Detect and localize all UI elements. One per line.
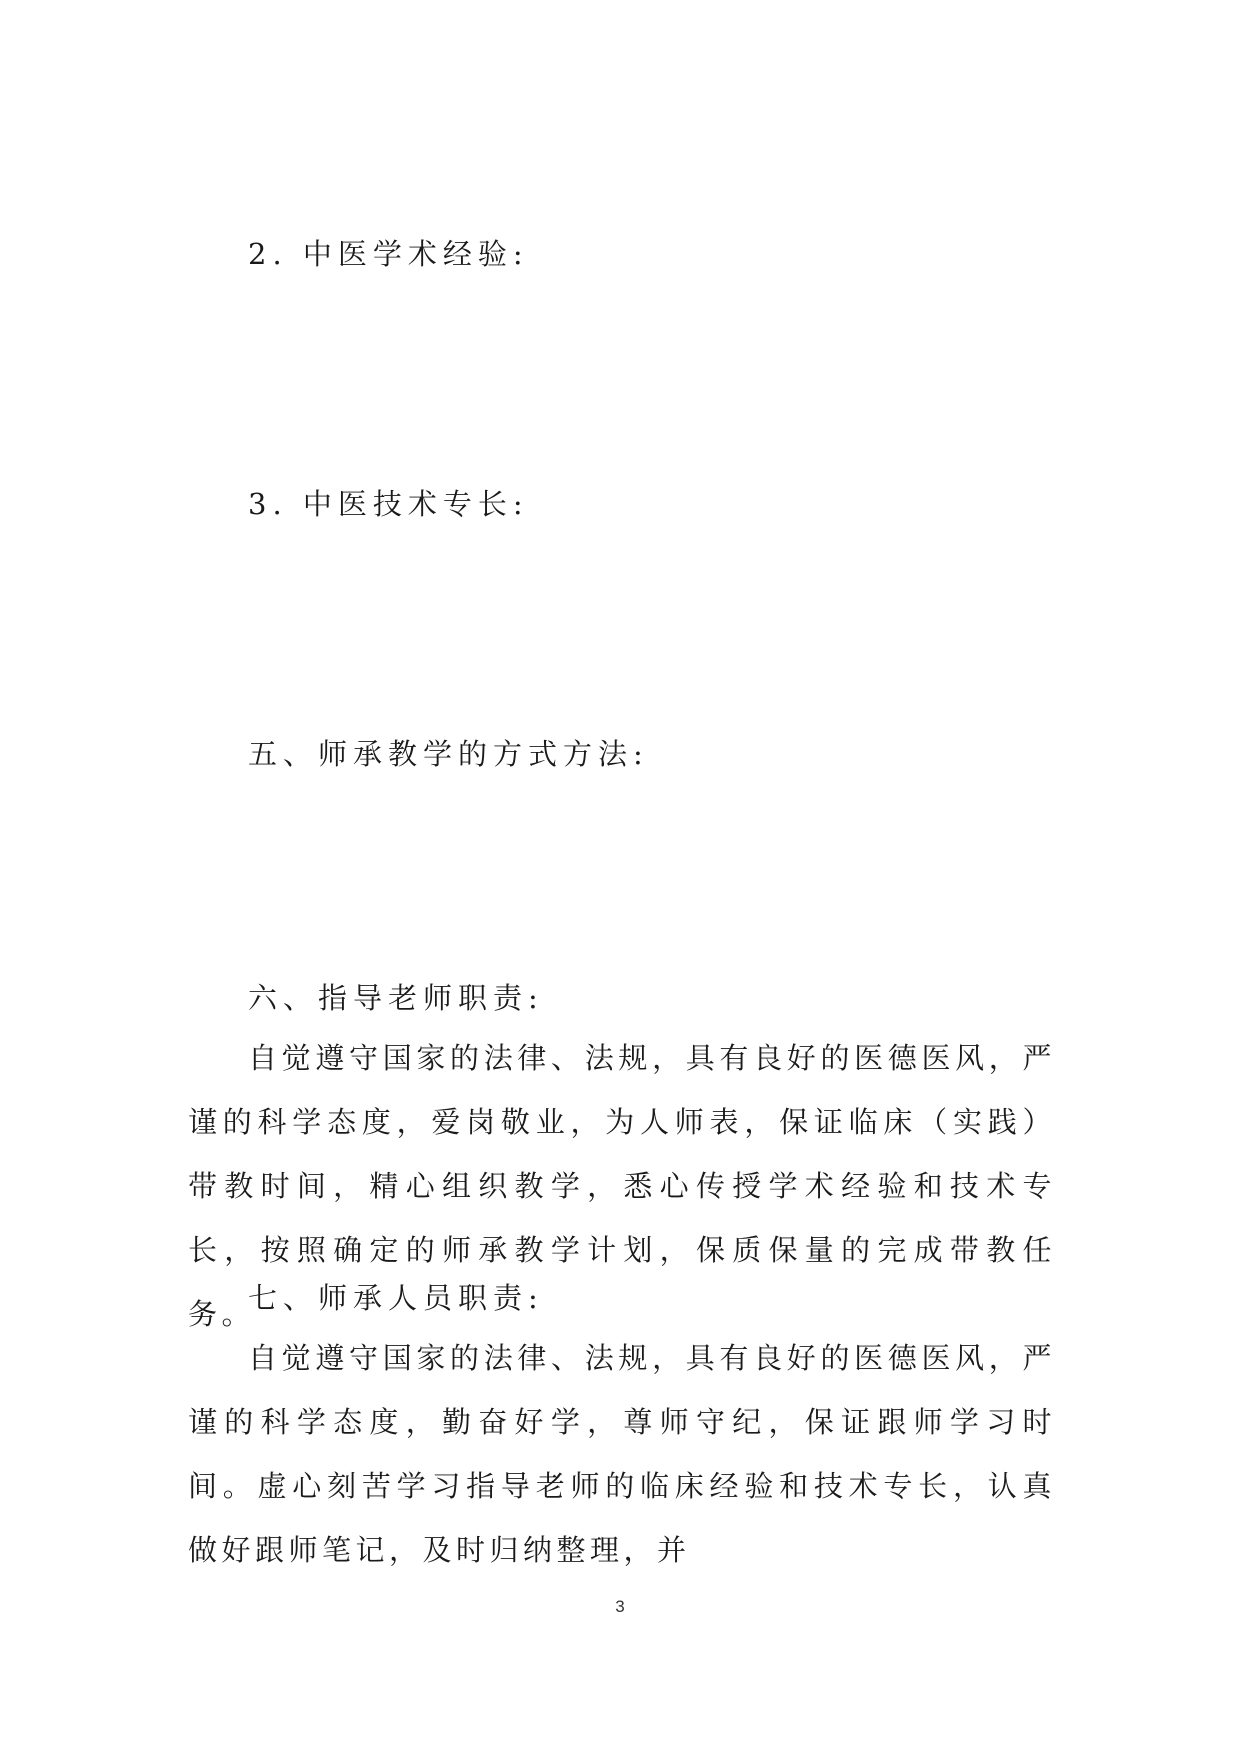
- page-number: 3: [615, 1597, 625, 1616]
- section-6-heading: 六、指导老师职责:: [248, 981, 544, 1015]
- section-6-body: 自觉遵守国家的法律、法规，具有良好的医德医风，严谨的科学态度，爱岗敬业，为人师表，保证临床（实践）带教时间，精心组织教学，悉心传授学术经验和技术专长，按照确定的师承教学计划，保质保量的完成带教任务。: [188, 1041, 1056, 1331]
- item-3-heading: 3. 中医技术专长:: [248, 487, 529, 521]
- section-7-body: 自觉遵守国家的法律、法规，具有良好的医德医风，严谨的科学态度，勤奋好学，尊师守纪，保证跟师学习时间。虚心刻苦学习指导老师的临床经验和技术专长，认真做好跟师笔记，及时归纳整理，并: [188, 1341, 1056, 1567]
- item-2-heading: 2. 中医学术经验:: [248, 237, 529, 271]
- section-7-heading: 七、师承人员职责:: [248, 1281, 544, 1315]
- section-5-heading: 五、师承教学的方式方法:: [248, 737, 649, 771]
